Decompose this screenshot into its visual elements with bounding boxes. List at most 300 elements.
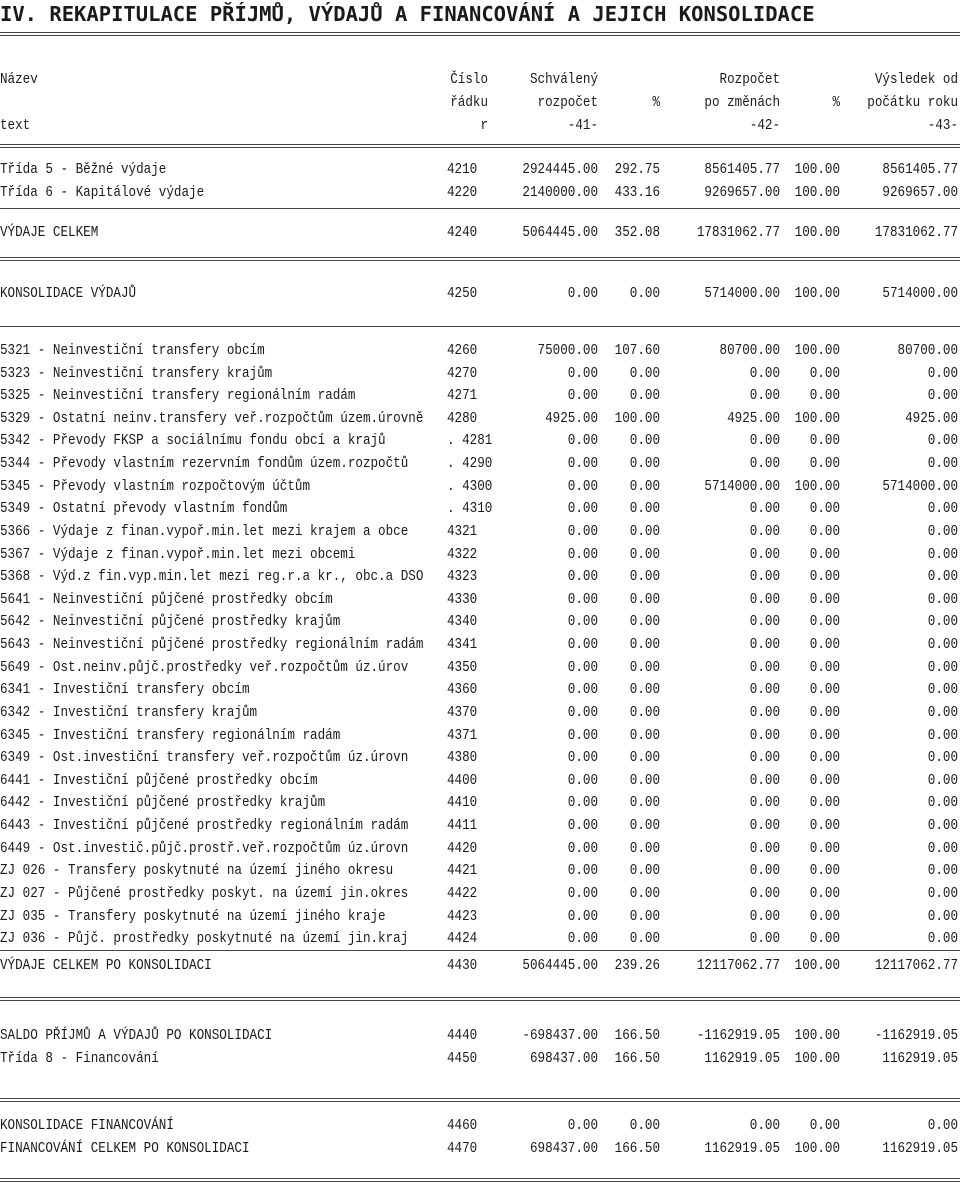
result-value: 0.00: [927, 884, 958, 902]
approved-budget-value: 0.00: [567, 884, 598, 902]
approved-budget-value: 0.00: [567, 749, 598, 767]
revised-budget-value: 9269657.00: [704, 183, 780, 201]
revised-budget-value: 0.00: [749, 884, 780, 902]
approved-budget-value: -698437.00: [522, 1027, 598, 1044]
revised-budget-value: 5714000.00: [704, 477, 780, 495]
item-name: 5649 - Ost.neinv.půjč.prostředky veř.rozpočtům úz.úrov: [0, 658, 409, 676]
row-number: 4321: [447, 522, 478, 540]
table-row: [0, 182, 960, 204]
approved-pct-value: 0.00: [629, 590, 660, 608]
approved-pct-value: 0.00: [629, 636, 660, 654]
approved-pct-value: 0.00: [629, 658, 660, 676]
table-row: [0, 860, 960, 882]
header-name: text: [0, 117, 31, 134]
result-value: 0.00: [927, 455, 958, 473]
item-name: ZJ 026 - Transfery poskytnuté na území jiného okresu: [0, 862, 394, 880]
approved-pct-value: 0.00: [629, 285, 660, 302]
approved-pct-value: 0.00: [629, 839, 660, 857]
revised-pct-value: 100.00: [794, 957, 840, 974]
table-row: [0, 1025, 960, 1047]
result-value: 80700.00: [897, 342, 958, 359]
row-number: . 4300: [447, 477, 493, 495]
revised-pct-value: 0.00: [809, 590, 840, 608]
result-value: 0.00: [927, 613, 958, 631]
approved-budget-value: 0.00: [567, 771, 598, 789]
revised-budget-value: 0.00: [749, 771, 780, 789]
row-number: 4424: [447, 930, 478, 948]
table-row: [0, 340, 960, 362]
revised-pct-value: 0.00: [809, 771, 840, 789]
revised-pct-value: 0.00: [809, 545, 840, 563]
row-number: 4271: [447, 387, 478, 405]
revised-pct-value: 100.00: [794, 477, 840, 495]
row-number: 4360: [447, 681, 478, 699]
revised-pct-value: 0.00: [809, 432, 840, 450]
approved-budget-value: 0.00: [567, 1117, 598, 1134]
approved-pct-value: 0.00: [629, 387, 660, 405]
row-number: 4280: [447, 409, 478, 427]
table-row: [0, 906, 960, 928]
row-number: 4240: [447, 224, 478, 241]
result-value: 0.00: [927, 930, 958, 948]
approved-budget-value: 0.00: [567, 907, 598, 925]
revised-pct-value: 0.00: [809, 884, 840, 902]
approved-pct-value: 0.00: [629, 500, 660, 518]
approved-pct-value: 166.50: [614, 1027, 660, 1044]
table-row: [0, 1048, 960, 1070]
approved-pct-value: 0.00: [629, 884, 660, 902]
table-row: [0, 408, 960, 430]
item-name: 6341 - Investiční transfery obcím: [0, 681, 250, 699]
approved-pct-value: 107.60: [614, 342, 660, 359]
item-name: 5643 - Neinvestiční půjčené prostředky regionálním radám: [0, 636, 424, 654]
row-number: 4220: [447, 183, 478, 201]
table-row: [0, 544, 960, 566]
table-row: [0, 283, 960, 305]
table-row: [0, 955, 960, 977]
item-name: KONSOLIDACE VÝDAJŮ: [0, 285, 137, 302]
revised-pct-value: 100.00: [794, 161, 840, 178]
table-row: [0, 566, 960, 588]
approved-budget-value: 0.00: [567, 794, 598, 812]
revised-budget-value: 12117062.77: [696, 957, 780, 974]
item-name: ZJ 027 - Půjčené prostředky poskyt. na území jin.okres: [0, 884, 409, 902]
row-number: . 4310: [447, 500, 493, 518]
revised-pct-value: 100.00: [794, 183, 840, 201]
item-name: 5323 - Neinvestiční transfery krajům: [0, 364, 273, 382]
approved-pct-value: 0.00: [629, 862, 660, 880]
row-number: 4210: [447, 161, 478, 178]
approved-pct-value: 0.00: [629, 930, 660, 948]
table-row: [0, 747, 960, 769]
revised-budget-value: 1162919.05: [704, 1049, 780, 1067]
header-row-number: r: [480, 117, 488, 134]
item-name: 5366 - Výdaje z finan.vypoř.min.let mezi krajem a obce: [0, 522, 409, 540]
header-line-2: [0, 92, 960, 114]
revised-pct-value: 100.00: [794, 224, 840, 241]
row-number: 4430: [447, 957, 478, 974]
approved-pct-value: 0.00: [629, 364, 660, 382]
revised-budget-value: 0.00: [749, 500, 780, 518]
result-value: 0.00: [927, 794, 958, 812]
result-value: 0.00: [927, 636, 958, 654]
table-row: [0, 792, 960, 814]
approved-budget-value: 5064445.00: [522, 224, 598, 241]
revised-budget-value: 1162919.05: [704, 1139, 780, 1157]
approved-budget-value: 0.00: [567, 522, 598, 540]
revised-pct-value: 0.00: [809, 658, 840, 676]
item-name: SALDO PŘÍJMŮ A VÝDAJŮ PO KONSOLIDACI: [0, 1027, 273, 1044]
approved-pct-value: 0.00: [629, 432, 660, 450]
approved-budget-value: 0.00: [567, 432, 598, 450]
approved-budget-value: 0.00: [567, 455, 598, 473]
revised-pct-value: 100.00: [794, 1049, 840, 1067]
row-number: 4423: [447, 907, 478, 925]
row-number: 4460: [447, 1117, 478, 1134]
row-number: 4270: [447, 364, 478, 382]
revised-pct-value: 100.00: [794, 409, 840, 427]
result-value: 0.00: [927, 726, 958, 744]
header-line-3: [0, 115, 960, 137]
revised-pct-value: 0.00: [809, 749, 840, 767]
header-budget: -42-: [749, 117, 780, 134]
revised-pct-value: 0.00: [809, 907, 840, 925]
revised-budget-value: 80700.00: [719, 342, 780, 359]
result-value: 1162919.05: [882, 1049, 958, 1067]
table-row: [0, 430, 960, 452]
approved-budget-value: 0.00: [567, 862, 598, 880]
result-value: 4925.00: [905, 409, 958, 427]
table-row: [0, 815, 960, 837]
revised-budget-value: 0.00: [749, 658, 780, 676]
revised-pct-value: 0.00: [809, 726, 840, 744]
header-row-number: řádku: [450, 94, 488, 111]
row-number: 4330: [447, 590, 478, 608]
revised-pct-value: 0.00: [809, 455, 840, 473]
result-value: 0.00: [927, 568, 958, 586]
approved-pct-value: 0.00: [629, 794, 660, 812]
revised-budget-value: 17831062.77: [696, 224, 780, 241]
block-divider: [0, 326, 960, 327]
revised-pct-value: 0.00: [809, 794, 840, 812]
revised-pct-value: 0.00: [809, 568, 840, 586]
item-name: 6443 - Investiční půjčené prostředky regionálním radám: [0, 817, 409, 835]
approved-pct-value: 0.00: [629, 477, 660, 495]
header-name: Název: [0, 71, 38, 88]
revised-pct-value: 0.00: [809, 364, 840, 382]
block-divider: [0, 1178, 960, 1179]
revised-budget-value: -1162919.05: [696, 1027, 780, 1044]
result-value: 0.00: [927, 681, 958, 699]
approved-pct-value: 0.00: [629, 568, 660, 586]
header-budget: Rozpočet: [719, 71, 780, 88]
approved-pct-value: 166.50: [614, 1139, 660, 1157]
item-name: 6441 - Investiční půjčené prostředky obcím: [0, 771, 318, 789]
table-row: [0, 838, 960, 860]
result-value: 0.00: [927, 907, 958, 925]
row-number: 4450: [447, 1049, 478, 1067]
result-value: 0.00: [927, 771, 958, 789]
approved-pct-value: 100.00: [614, 409, 660, 427]
item-name: ZJ 036 - Půjč. prostředky poskytnuté na území jin.kraj: [0, 930, 409, 948]
approved-pct-value: 0.00: [629, 455, 660, 473]
revised-pct-value: 0.00: [809, 387, 840, 405]
table-row: [0, 521, 960, 543]
approved-pct-value: 433.16: [614, 183, 660, 201]
revised-budget-value: 0.00: [749, 432, 780, 450]
revised-budget-value: 0.00: [749, 568, 780, 586]
item-name: 5344 - Převody vlastním rezervním fondům územ.rozpočtů: [0, 455, 409, 473]
table-row: [0, 725, 960, 747]
item-name: 5368 - Výd.z fin.vyp.min.let mezi reg.r.a kr., obc.a DSO: [0, 568, 424, 586]
header-line-1: [0, 69, 960, 91]
result-value: 0.00: [927, 590, 958, 608]
result-value: 0.00: [927, 432, 958, 450]
result-value: 0.00: [927, 387, 958, 405]
approved-budget-value: 0.00: [567, 590, 598, 608]
approved-pct-value: 0.00: [629, 907, 660, 925]
revised-pct-value: 0.00: [809, 681, 840, 699]
approved-budget-value: 0.00: [567, 545, 598, 563]
row-number: 4440: [447, 1027, 478, 1044]
item-name: 6342 - Investiční transfery krajům: [0, 703, 258, 721]
item-name: KONSOLIDACE FINANCOVÁNÍ: [0, 1117, 174, 1134]
report-title: IV. REKAPITULACE PŘÍJMŮ, VÝDAJŮ A FINANCOVÁNÍ A JEJICH KONSOLIDACE: [0, 2, 815, 26]
approved-budget-value: 0.00: [567, 817, 598, 835]
item-name: 5349 - Ostatní převody vlastním fondům: [0, 500, 288, 518]
approved-budget-value: 0.00: [567, 703, 598, 721]
item-name: 6442 - Investiční půjčené prostředky krajům: [0, 794, 326, 812]
approved-budget-value: 0.00: [567, 500, 598, 518]
item-name: FINANCOVÁNÍ CELKEM PO KONSOLIDACI: [0, 1139, 250, 1157]
header-result: počátku roku: [867, 94, 958, 111]
result-value: 0.00: [927, 703, 958, 721]
item-name: 5342 - Převody FKSP a sociálnímu fondu obcí a krajů: [0, 432, 386, 450]
item-name: Třída 5 - Běžné výdaje: [0, 161, 167, 178]
result-value: 0.00: [927, 658, 958, 676]
result-value: 0.00: [927, 862, 958, 880]
approved-budget-value: 0.00: [567, 477, 598, 495]
item-name: 5329 - Ostatní neinv.transfery veř.rozpočtům územ.úrovně: [0, 409, 424, 427]
table-row: [0, 679, 960, 701]
item-name: 6449 - Ost.investič.půjč.prostř.veř.rozpočtům úz.úrovn: [0, 839, 409, 857]
approved-budget-value: 0.00: [567, 681, 598, 699]
result-value: 17831062.77: [874, 224, 958, 241]
row-number: . 4281: [447, 432, 493, 450]
block-divider: [0, 257, 960, 258]
row-number: 4422: [447, 884, 478, 902]
row-number: 4250: [447, 285, 478, 302]
row-number: 4410: [447, 794, 478, 812]
header-result: Výsledek od: [874, 71, 958, 88]
row-number: 4370: [447, 703, 478, 721]
revised-budget-value: 5714000.00: [704, 285, 780, 302]
revised-budget-value: 0.00: [749, 1117, 780, 1134]
approved-budget-value: 0.00: [567, 387, 598, 405]
revised-budget-value: 8561405.77: [704, 161, 780, 178]
revised-budget-value: 0.00: [749, 590, 780, 608]
approved-pct-value: 166.50: [614, 1049, 660, 1067]
result-value: 9269657.00: [882, 183, 958, 201]
approved-pct-value: 292.75: [614, 161, 660, 178]
result-value: 8561405.77: [882, 161, 958, 178]
revised-pct-value: 0.00: [809, 636, 840, 654]
row-number: 4340: [447, 613, 478, 631]
revised-pct-value: 100.00: [794, 342, 840, 359]
revised-budget-value: 0.00: [749, 930, 780, 948]
header-approved: rozpočet: [537, 94, 598, 111]
block-divider: [0, 997, 960, 998]
table-row: [0, 883, 960, 905]
table-row: [0, 1115, 960, 1137]
row-number: 4420: [447, 839, 478, 857]
revised-budget-value: 0.00: [749, 726, 780, 744]
revised-budget-value: 0.00: [749, 794, 780, 812]
header-divider: [0, 144, 960, 145]
approved-budget-value: 0.00: [567, 658, 598, 676]
header-pct-2: %: [832, 94, 840, 111]
row-number: 4341: [447, 636, 478, 654]
revised-pct-value: 100.00: [794, 1139, 840, 1157]
approved-pct-value: 0.00: [629, 522, 660, 540]
result-value: 0.00: [927, 817, 958, 835]
revised-pct-value: 0.00: [809, 817, 840, 835]
approved-budget-value: 4925.00: [545, 409, 598, 427]
item-name: VÝDAJE CELKEM PO KONSOLIDACI: [0, 957, 212, 974]
item-name: 5367 - Výdaje z finan.vypoř.min.let mezi obcemi: [0, 545, 356, 563]
revised-budget-value: 0.00: [749, 455, 780, 473]
table-row: [0, 589, 960, 611]
revised-pct-value: 0.00: [809, 839, 840, 857]
approved-budget-value: 698437.00: [529, 1049, 598, 1067]
block-divider: [0, 950, 960, 951]
item-name: 5642 - Neinvestiční půjčené prostředky krajům: [0, 613, 341, 631]
approved-budget-value: 2140000.00: [522, 183, 598, 201]
row-number: 4322: [447, 545, 478, 563]
approved-budget-value: 2924445.00: [522, 161, 598, 178]
result-value: 0.00: [927, 1117, 958, 1134]
revised-budget-value: 4925.00: [727, 409, 780, 427]
revised-budget-value: 0.00: [749, 545, 780, 563]
item-name: 6349 - Ost.investiční transfery veř.rozpočtům úz.úrovn: [0, 749, 409, 767]
header-pct-1: %: [652, 94, 660, 111]
approved-pct-value: 0.00: [629, 1117, 660, 1134]
revised-pct-value: 0.00: [809, 522, 840, 540]
revised-budget-value: 0.00: [749, 522, 780, 540]
row-number: 4260: [447, 342, 478, 359]
approved-pct-value: 0.00: [629, 726, 660, 744]
result-value: -1162919.05: [874, 1027, 958, 1044]
row-number: 4380: [447, 749, 478, 767]
item-name: 5321 - Neinvestiční transfery obcím: [0, 342, 265, 359]
table-row: [0, 770, 960, 792]
revised-budget-value: 0.00: [749, 862, 780, 880]
approved-pct-value: 352.08: [614, 224, 660, 241]
approved-pct-value: 0.00: [629, 545, 660, 563]
result-value: 12117062.77: [874, 957, 958, 974]
table-row: [0, 453, 960, 475]
row-number: 4421: [447, 862, 478, 880]
row-number: 4470: [447, 1139, 478, 1157]
table-row: [0, 476, 960, 498]
revised-pct-value: 0.00: [809, 1117, 840, 1134]
result-value: 0.00: [927, 839, 958, 857]
approved-budget-value: 0.00: [567, 726, 598, 744]
table-row: [0, 159, 960, 181]
item-name: 5641 - Neinvestiční půjčené prostředky obcím: [0, 590, 333, 608]
item-name: 5325 - Neinvestiční transfery regionálním radám: [0, 387, 356, 405]
revised-budget-value: 0.00: [749, 817, 780, 835]
result-value: 5714000.00: [882, 477, 958, 495]
table-row: [0, 222, 960, 244]
item-name: Třída 8 - Financování: [0, 1049, 159, 1067]
row-number: 4350: [447, 658, 478, 676]
header-result: -43-: [927, 117, 958, 134]
table-row: [0, 385, 960, 407]
block-divider: [0, 208, 960, 209]
table-row: [0, 363, 960, 385]
approved-pct-value: 0.00: [629, 749, 660, 767]
title-divider: [0, 32, 960, 33]
result-value: 1162919.05: [882, 1139, 958, 1157]
table-row: [0, 498, 960, 520]
approved-budget-value: 75000.00: [537, 342, 598, 359]
revised-pct-value: 100.00: [794, 285, 840, 302]
approved-pct-value: 0.00: [629, 613, 660, 631]
revised-pct-value: 0.00: [809, 862, 840, 880]
result-value: 0.00: [927, 364, 958, 382]
approved-budget-value: 5064445.00: [522, 957, 598, 974]
revised-budget-value: 0.00: [749, 839, 780, 857]
approved-budget-value: 0.00: [567, 364, 598, 382]
table-row: [0, 1138, 960, 1160]
approved-budget-value: 0.00: [567, 839, 598, 857]
revised-budget-value: 0.00: [749, 681, 780, 699]
table-row: [0, 611, 960, 633]
result-value: 5714000.00: [882, 285, 958, 302]
approved-budget-value: 698437.00: [529, 1139, 598, 1157]
table-row: [0, 657, 960, 679]
item-name: 5345 - Převody vlastním rozpočtovým účtům: [0, 477, 311, 495]
table-row: [0, 928, 960, 950]
revised-budget-value: 0.00: [749, 749, 780, 767]
header-approved: Schválený: [529, 71, 598, 88]
revised-pct-value: 0.00: [809, 703, 840, 721]
revised-pct-value: 0.00: [809, 613, 840, 631]
approved-pct-value: 239.26: [614, 957, 660, 974]
row-number: 4400: [447, 771, 478, 789]
approved-budget-value: 0.00: [567, 613, 598, 631]
approved-budget-value: 0.00: [567, 636, 598, 654]
table-row: [0, 702, 960, 724]
result-value: 0.00: [927, 500, 958, 518]
revised-budget-value: 0.00: [749, 907, 780, 925]
approved-budget-value: 0.00: [567, 285, 598, 302]
revised-budget-value: 0.00: [749, 703, 780, 721]
item-name: ZJ 035 - Transfery poskytnuté na území jiného kraje: [0, 907, 386, 925]
row-number: 4411: [447, 817, 478, 835]
revised-budget-value: 0.00: [749, 387, 780, 405]
row-number: 4323: [447, 568, 478, 586]
approved-budget-value: 0.00: [567, 568, 598, 586]
row-number: . 4290: [447, 455, 493, 473]
result-value: 0.00: [927, 545, 958, 563]
item-name: VÝDAJE CELKEM: [0, 224, 99, 241]
approved-budget-value: 0.00: [567, 930, 598, 948]
approved-pct-value: 0.00: [629, 771, 660, 789]
item-name: Třída 6 - Kapitálové výdaje: [0, 183, 205, 201]
header-budget: po změnách: [704, 94, 780, 111]
